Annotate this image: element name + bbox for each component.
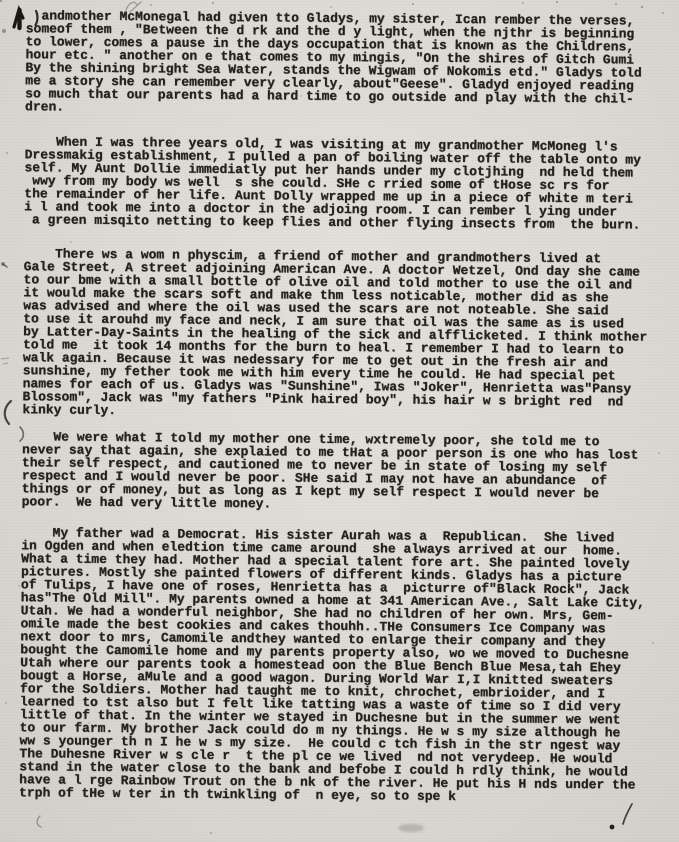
- ink-dot-mark: [610, 825, 615, 830]
- paragraph: There ws a wom n physcim, a friend of mother and grandmothers lived at Gale Street, A street adjoining American Ave. A doctor Wetzel, Ond day she came to our bme with a small bottle of olive oil and told mother to use the oil and it would make the scars soft and make thm less noticable, mother did as she was advised and where the oil was used the scars are not noteable. She said to use it arouhd my face and neck, I am sure that oil was the same as is used by Latter-Day-Saints in the healing of the sick and alfflicketed. I think mother told me it took 14 months for the burn to heal. I remember I had to learn to walk again. Because it was nedessary for me to get out in the fresh air and sunshine, my fether took me with him every time he could. He had special pet names for each of us. Gladys was "Sunshine", Iwas "Joker", Henrietta was"Pansy Blossom", Jack was "my fathers "Pink haired boy", his hair w s bright red nd kinky curly.: [22, 246, 648, 419]
- paragraph: My father wad a Democrat. His sister Aurah was a Republican. She lived in Ogden and when eledtion time came around she always arrived at our home. What a time they had. Mother had a special talent fore art. She painted lovely pictures. Mostly she painted flowers of different kinds. Gladys has a picture of Tulips, I have one of roses, Henrietta has a picturre of"Black Rock", Jack has"The Old Mill". My parents owned a home at 341 American Ave., Salt Lake City, Utah. We had a wonderful neighbor, She had no children of her own. Mrs, Gem- omile made the best cookies and cakes thouhh..THe Consumers Ice Company was next door to mrs, Camomile andthey wanted to enlarge their company and they bought the Camomile home and my parents property also, wo we moved to Duchesne Utah where our parents took a homestead oon the Blue Bench Blue Mesa,tah Ehey bougt a Horse, aMule and a good wagon. During World War I,I knitted sweaters for the Soldiers. Mother had taught me to knit, chrochet, embrioider, and I learned to tst also but I felt like tatting was a waste of time so I did very little of that. In the winter we stayed in Duchesne but in the summer we went to our farm. My brother Jack could do m ny things. He w s my size although he ww s younger th n I he w s my size. He could c tch fish in the str ngest way The Duhesne River w s cle r t the pl ce we lived nd not verydeep. He would stand in the water close to the bank and befobe I could h rdly think, he would have a l rge Rainbow Trout on the b nk of the river. He put his H nds under the trph of tHe w ter in th twinkling of n eye, so to spe k: [19, 525, 645, 805]
- pen-squiggle-bottom-left-mark: [37, 816, 41, 827]
- paragraph: When I was three years old, I was visiting at my grandmother McMoneg l's Dressmakig establishment, I pulled a pan of boiling water off the table onto my self. My Aunt Dollie immediatly put her hands under my clotjhing nd held them wwy from my body ws well s she could. SHe c rried some of tHose sc rs for the remainder of her life. Aunt Dolly wrapped me up in a piece of white m teri i l and took me into a doctor in the adjoing room. I can rember l ying under a green misqito netting to keep flies and other flying insects from the burn.: [24, 134, 642, 233]
- paragraph: andmother McMonegal had given tto Gladys, my sister, Ican rember the verses, someof them , "Between the d rk and the d y light, when the njthr is beginning to lower, comes a pause in the days occupation that is known as the Childrens, hour etc. " another on e that comes to my mingis, "On the shires of Gitch Gumi By the shining bright Sea Water, stands the Wigwam of Nokomis etd." Gladys told me a story she can remember very clearly, about"Geese". Gladyd enjoyed reading so much that our parents had a hard time to go outside and play with the chil- dren.: [25, 8, 642, 115]
- paragraph: We were what I told my mother one time, wxtremely poor, she told me to never say that again, she explaied to me tHat a poor person is one who has lost their self respect, and cautioned me to never be in state of losing my self respect and I would never be poor. SHe said I may not have an abundance of things or of money, but as long as I kept my self respect I would never be poor. We had very little money.: [21, 429, 639, 512]
- pen-slash-mark: [623, 804, 632, 824]
